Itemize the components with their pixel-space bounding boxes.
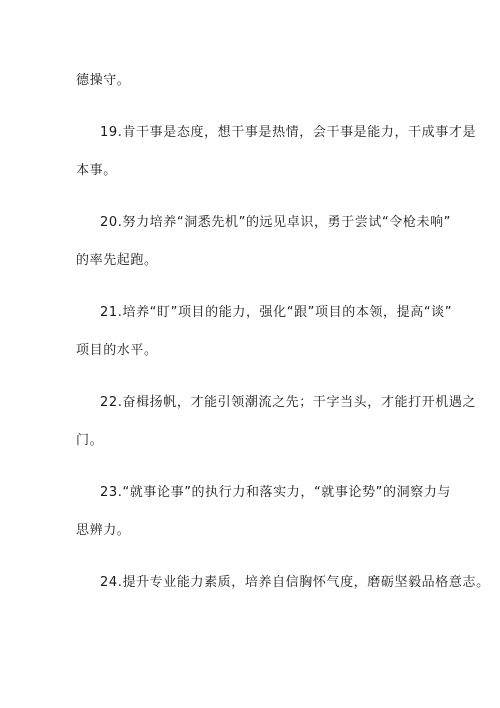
text-line: 24.提升专业能力素质，培养自信胸怀气度，磨砺坚毅品格意志。 [100, 575, 490, 590]
text-line: 20.努力培养“洞悉先机”的远见卓识，勇于尝试“令枪未响” [100, 215, 452, 230]
text-line: 思辨力。 [76, 523, 131, 538]
text-line: 项目的水平。 [76, 343, 158, 358]
text-line: 19.肯干事是态度，想干事是热情，会干事是能力，干成事才是 [100, 125, 477, 140]
text-line: 德操守。 [76, 73, 131, 88]
text-line: 本事。 [76, 163, 117, 178]
text-line: 的率先起跑。 [76, 253, 158, 268]
text-line: 23.“就事论事”的执行力和落实力，“就事论势”的洞察力与 [100, 485, 452, 500]
text-line: 22.奋楫扬帆，才能引领潮流之先；干字当头，才能打开机遇之 [100, 395, 477, 410]
text-line: 门。 [76, 433, 104, 448]
text-line: 21.培养“盯”项目的能力，强化“跟”项目的本领，提高“谈” [100, 305, 453, 320]
